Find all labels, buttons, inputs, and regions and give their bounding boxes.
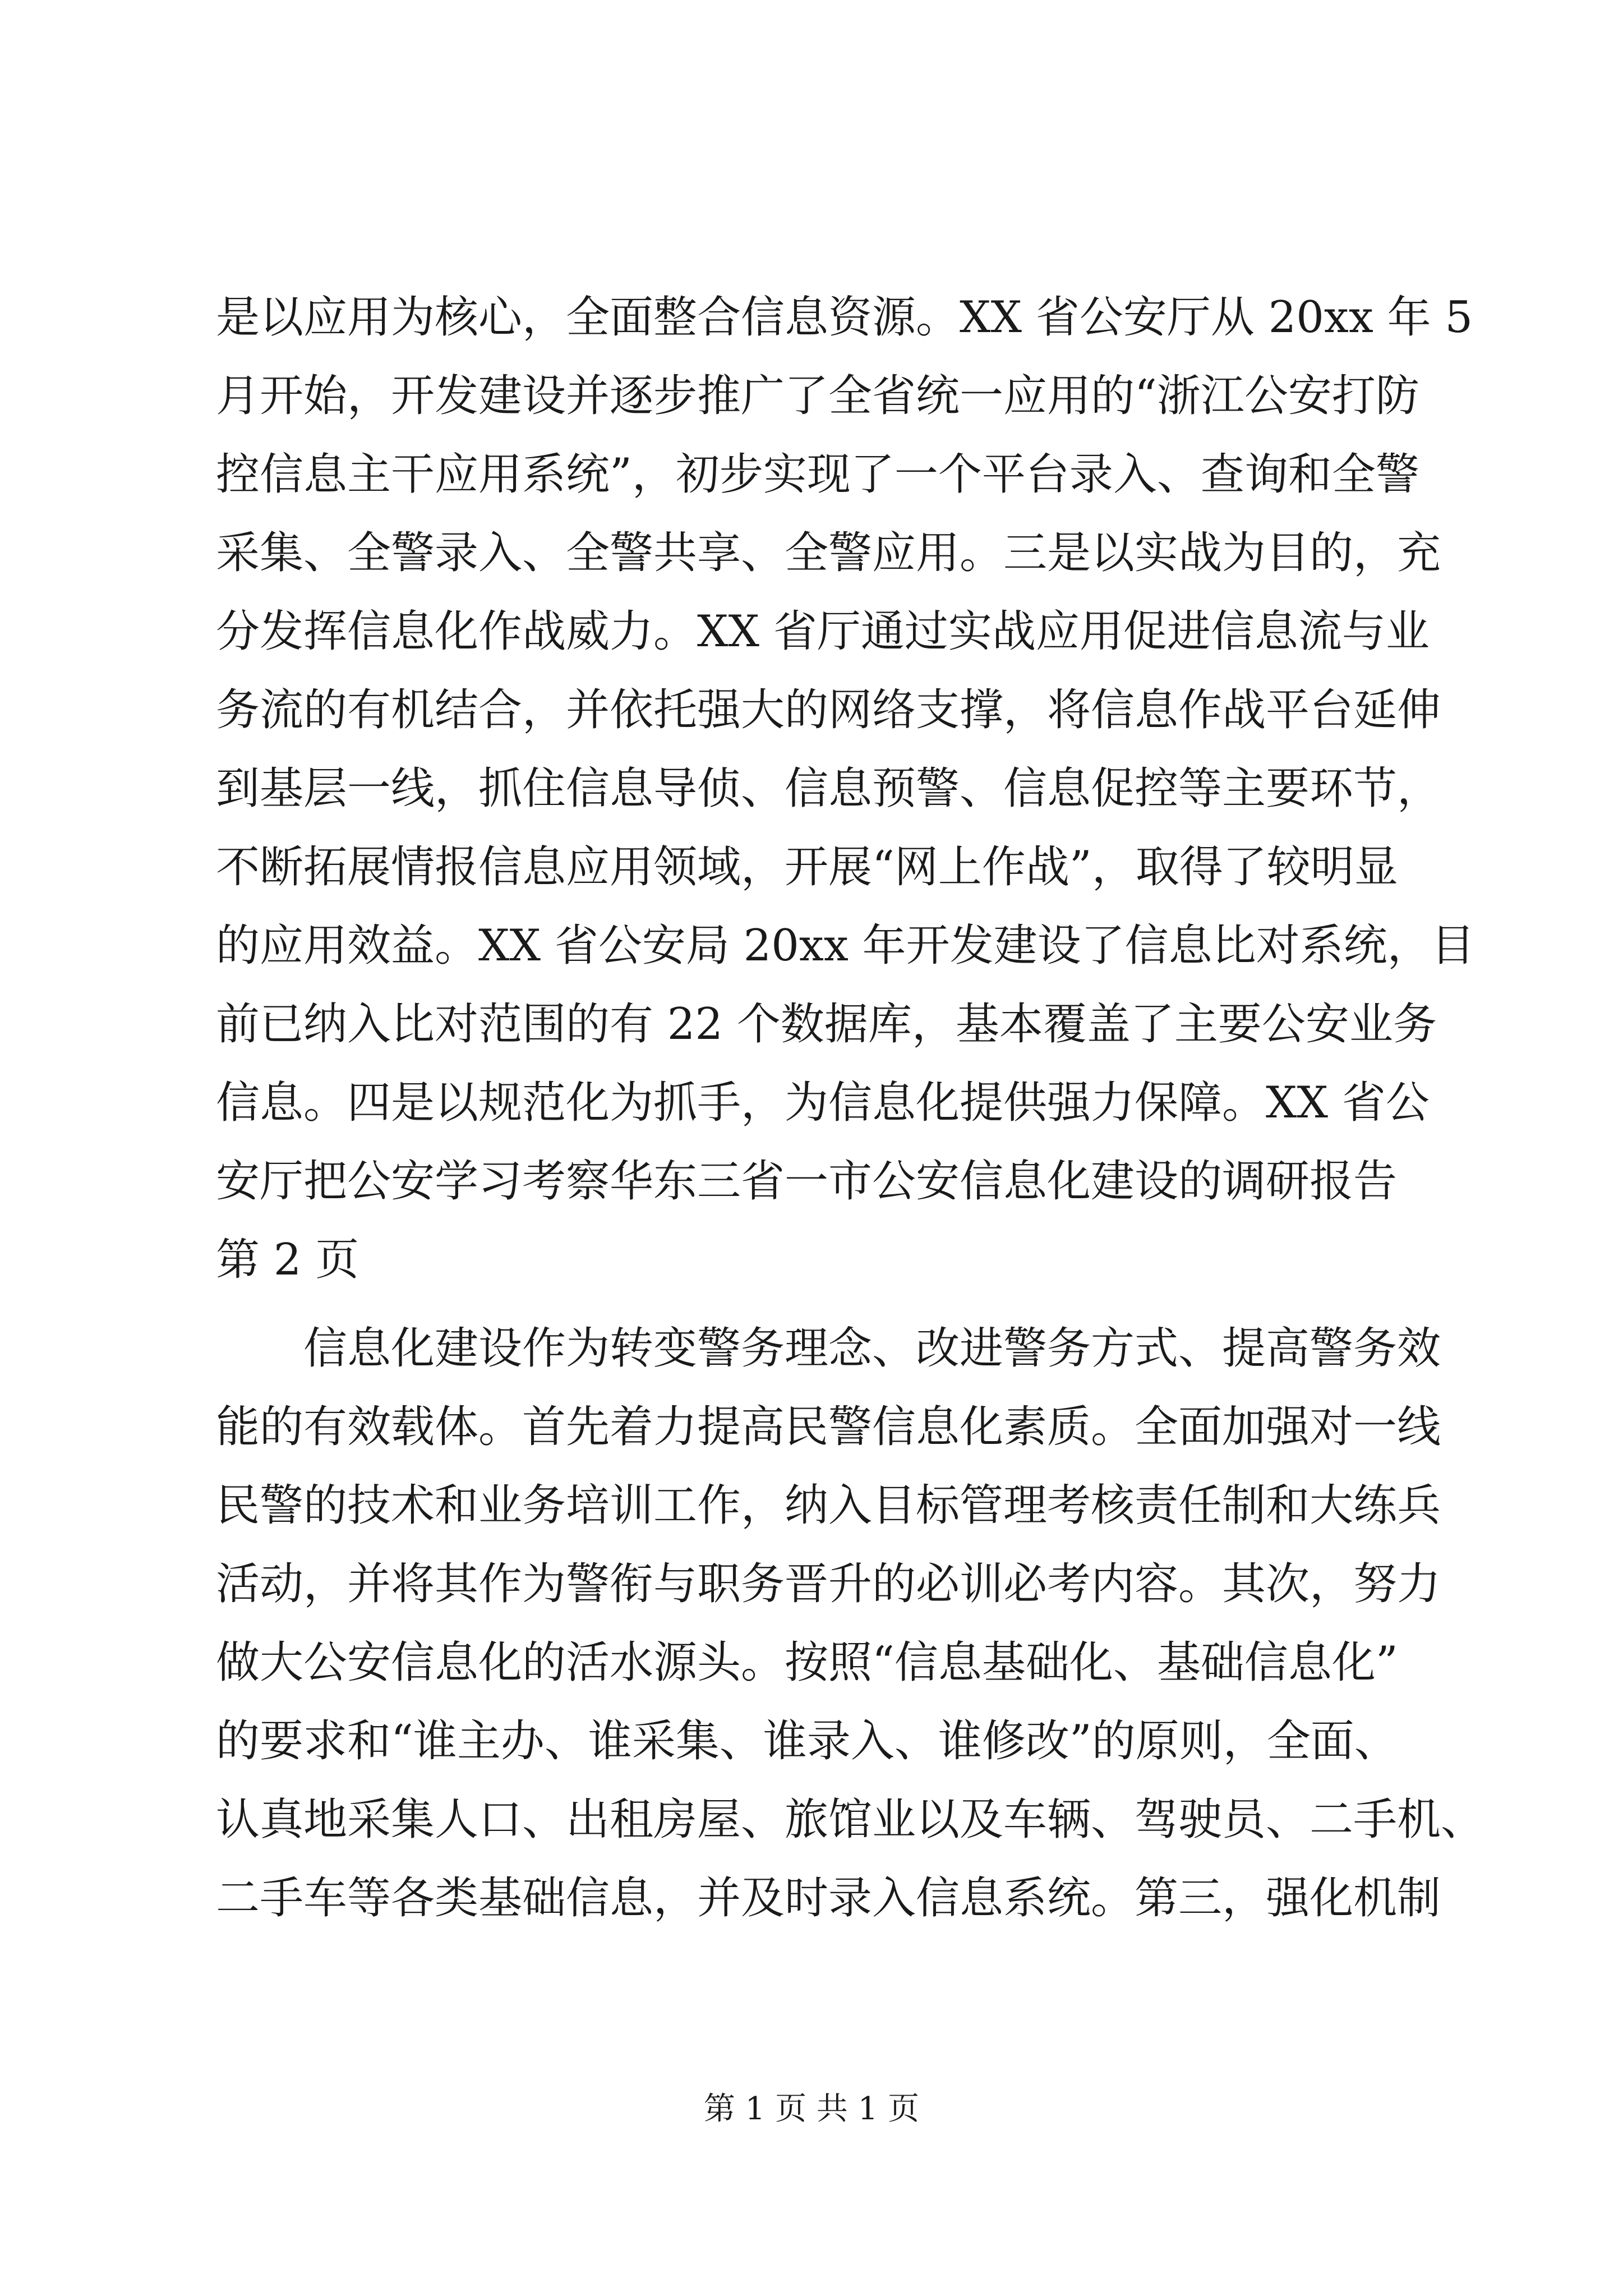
page-footer: 第 1 页 共 1 页 xyxy=(703,2091,920,2127)
text-line: 做大公安信息化的活水源头。按照“信息基础化、基础信息化” xyxy=(216,1637,1398,1688)
text-line: 不断拓展情报信息应用领域，开展“网上作战”，取得了较明显 xyxy=(216,842,1398,892)
text-line: 安厅把公安学习考察华东三省一市公安信息化建设的调研报告 xyxy=(216,1156,1398,1207)
text-line: 民警的技术和业务培训工作，纳入目标管理考核责任制和大练兵 xyxy=(216,1480,1441,1531)
text-line: 是以应用为核心，全面整合信息资源。XX 省公安厅从 20xx 年 5 xyxy=(216,292,1473,343)
text-line: 活动，并将其作为警衔与职务晋升的必训必考内容。其次，努力 xyxy=(216,1559,1441,1609)
text-line: 控信息主干应用系统”，初步实现了一个平台录入、查询和全警 xyxy=(216,449,1419,500)
text-line: 的应用效益。XX 省公安局 20xx 年开发建设了信息比对系统，目 xyxy=(216,921,1475,971)
text-line: 能的有效载体。首先着力提高民警信息化素质。全面加强对一线 xyxy=(216,1402,1441,1452)
page-reference: 第 2 页 xyxy=(216,1235,359,1285)
text-line: 务流的有机结合，并依托强大的网络支撑，将信息作战平台延伸 xyxy=(216,685,1441,735)
text-line: 月开始，开发建设并逐步推广了全省统一应用的“浙江公安打防 xyxy=(216,371,1419,421)
text-line: 认真地采集人口、出租房屋、旅馆业以及车辆、驾驶员、二手机、 xyxy=(216,1795,1485,1845)
text-line: 信息。四是以规范化为抓手，为信息化提供强力保障。XX 省公 xyxy=(216,1078,1430,1128)
text-line: 二手车等各类基础信息，并及时录入信息系统。第三，强化机制 xyxy=(216,1873,1441,1924)
text-line: 分发挥信息化作战威力。XX 省厅通过实战应用促进信息流与业 xyxy=(216,606,1430,657)
text-line: 前已纳入比对范围的有 22 个数据库，基本覆盖了主要公安业务 xyxy=(216,999,1437,1050)
text-line: 的要求和“谁主办、谁采集、谁录入、谁修改”的原则，全面、 xyxy=(216,1716,1398,1766)
text-line: 到基层一线，抓住信息导侦、信息预警、信息促控等主要环节， xyxy=(216,763,1441,814)
text-line: 采集、全警录入、全警共享、全警应用。三是以实战为目的，充 xyxy=(216,528,1441,578)
text-line: 信息化建设作为转变警务理念、改进警务方式、提高警务效 xyxy=(216,1323,1441,1374)
